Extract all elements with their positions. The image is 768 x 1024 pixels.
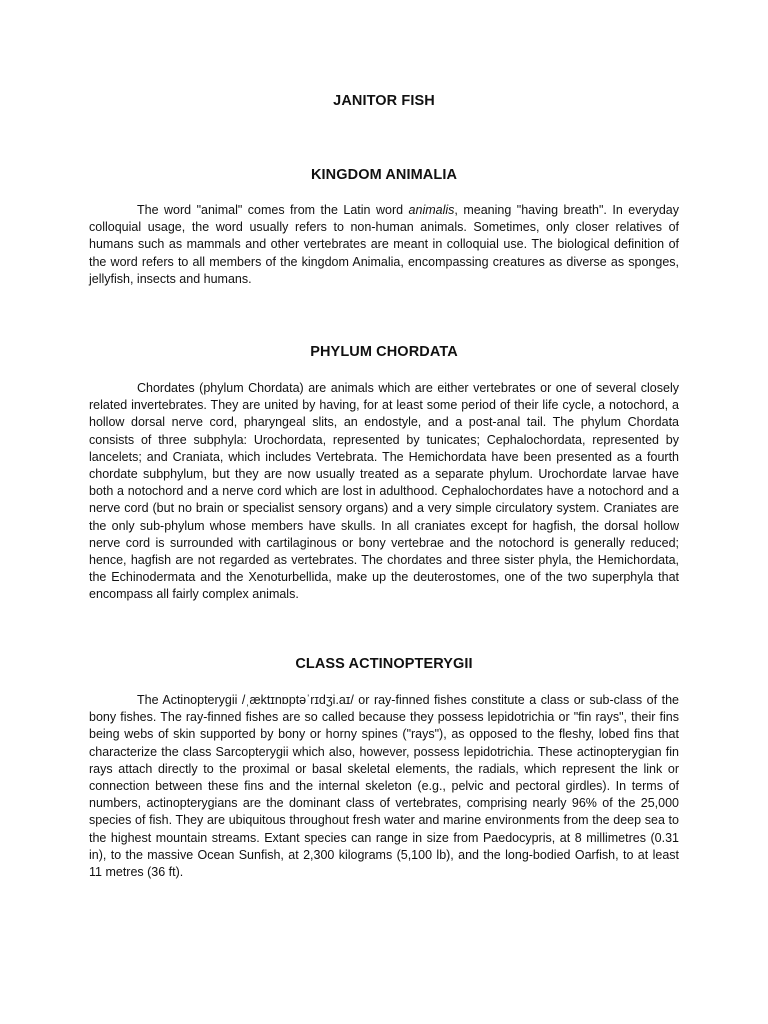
section-paragraph-kingdom [89,202,679,288]
section-heading-kingdom: KINGDOM ANIMALIA [310,167,458,183]
section-heading-class: CLASS ACTINOPTERYGII [295,656,473,672]
paragraph-text-part: The word "animal" comes from the Latin word [137,203,409,217]
paragraph-text-part: , meaning "having breath". In everyday colloquial usage, the word usually refers to non-human animals. Sometimes, only closer relatives of humans such as mammals and other vertebrates are meant in colloquial use. The biological definition of the word refers to all members of the kingdom Animalia, encompassing creatures as diverse as sponges, jellyfish, insects and humans. [89,203,679,286]
section-heading-phylum: PHYLUM CHORDATA [310,344,458,360]
section-paragraph-phylum: Chordates (phylum Chordata) are animals which are either vertebrates or one of several closely related invertebrates. They are united by having, for at least some period of their life cycle, a notochord, a hollow dorsal nerve cord, pharyngeal slits, an endostyle, and a post-anal tail. The phylum Chordata consists of three subphyla: Urochordata, represented by tunicates; Cephalochordata, represented by lancelets; and Craniata, which includes Vertebrata. The Hemichordata have been presented as a fourth chordate subphylum, but they are now usually treated as a separate phylum. Urochordate larvae have both a notochord and a nerve cord which are lost in adulthood. Cephalochordates have a notochord and a nerve cord (but no brain or specialist sensory organs) and a very simple circulatory system. Craniates are the only sub-phylum whose members have skulls. In all craniates except for hagfish, the dorsal hollow nerve cord is surrounded with cartilaginous or bony vertebrae and the notochord is generally reduced; hence, hagfish are not regarded as vertebrates. The chordates and three sister phyla, the Hemichordata, the Echinodermata and the Xenoturbellida, make up the deuterostomes, one of the two superphyla that encompass all fairly complex animals. [89,381,679,602]
section-paragraph-class: The Actinopterygii /ˌæktɪnɒptəˈrɪdʒi.aɪ/ or ray-finned fishes constitute a class or sub-class of the bony fishes. The ray-finned fishes are so called because they possess lepidotrichia or "fin rays", their fins being webs of skin supported by bony or horny spines ("rays"), as opposed to the fleshy, lobed fins that characterize the class Sarcopterygii which also, however, possess lepidotrichia. These actinopterygian fin rays attach directly to the proximal or basal skeletal elements, the radials, which represent the link or connection between these fins and the internal skeleton (e.g., pelvic and pectoral girdles). In terms of numbers, actinopterygians are the dominant class of vertebrates, comprising nearly 96% of the 25,000 species of fish. They are ubiquitous throughout fresh water and marine environments from the deep sea to the highest mountain streams. Extant species can range in size from Paedocypris, at 8 millimetres (0.31 in), to the massive Ocean Sunfish, at 2,300 kilograms (5,100 lb), and the long-bodied Oarfish, to at least 11 metres (36 ft). [89,693,679,880]
paragraph-italic-term: animalis [408,203,455,217]
document-title: JANITOR FISH [333,93,435,109]
